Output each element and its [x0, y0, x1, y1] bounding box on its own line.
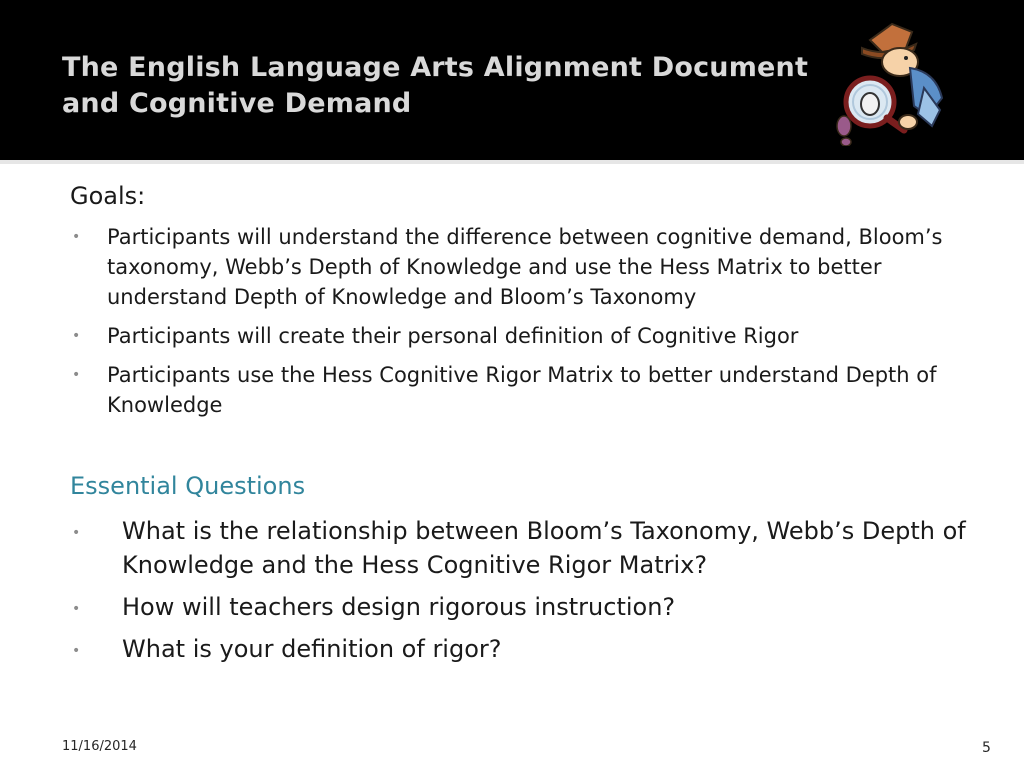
bullet-icon: • — [72, 601, 81, 617]
essential-questions-heading: Essential Questions — [70, 472, 306, 500]
slide-page-number: 5 — [982, 740, 991, 756]
slide-header — [0, 0, 1024, 160]
detective-magnifying-glass-icon — [832, 18, 954, 146]
question-text: What is the relationship between Bloom’s Taxonomy, Webb’s Depth of Knowledge and the Hess Cognitive Rigor Matrix? — [122, 517, 966, 579]
slide-date: 11/16/2014 — [62, 739, 137, 754]
bullet-icon: • — [72, 328, 81, 344]
goal-text: Participants use the Hess Cognitive Rigor Matrix to better understand Depth of Knowledge — [107, 363, 937, 417]
slide-title-line-1: The English Language Arts Alignment Document — [62, 52, 809, 83]
question-item — [70, 590, 970, 624]
slide-title — [62, 50, 822, 122]
bullet-icon: • — [72, 229, 81, 245]
bullet-icon: • — [72, 643, 81, 659]
goals-heading: Goals: — [70, 182, 146, 210]
bullet-icon: • — [72, 367, 81, 383]
question-item — [70, 514, 970, 582]
slide-title-line-2: and Cognitive Demand — [62, 88, 412, 119]
question-text: What is your definition of rigor? — [122, 635, 502, 663]
goal-text: Participants will understand the difference between cognitive demand, Bloom’s taxonomy, Webb’s Depth of Knowledge and use the Hess Matrix to better understand Depth of Knowledge and Bloom’s Taxonomy — [107, 225, 943, 309]
essential-questions-list — [70, 514, 970, 674]
question-item — [70, 632, 970, 666]
goal-item — [70, 222, 970, 312]
goals-list — [70, 222, 970, 429]
goal-text: Participants will create their personal definition of Cognitive Rigor — [107, 324, 799, 348]
question-text: How will teachers design rigorous instruction? — [122, 593, 676, 621]
goal-item — [70, 360, 970, 420]
bullet-icon: • — [72, 525, 81, 541]
goal-item — [70, 321, 970, 351]
slide-body — [0, 164, 1024, 768]
